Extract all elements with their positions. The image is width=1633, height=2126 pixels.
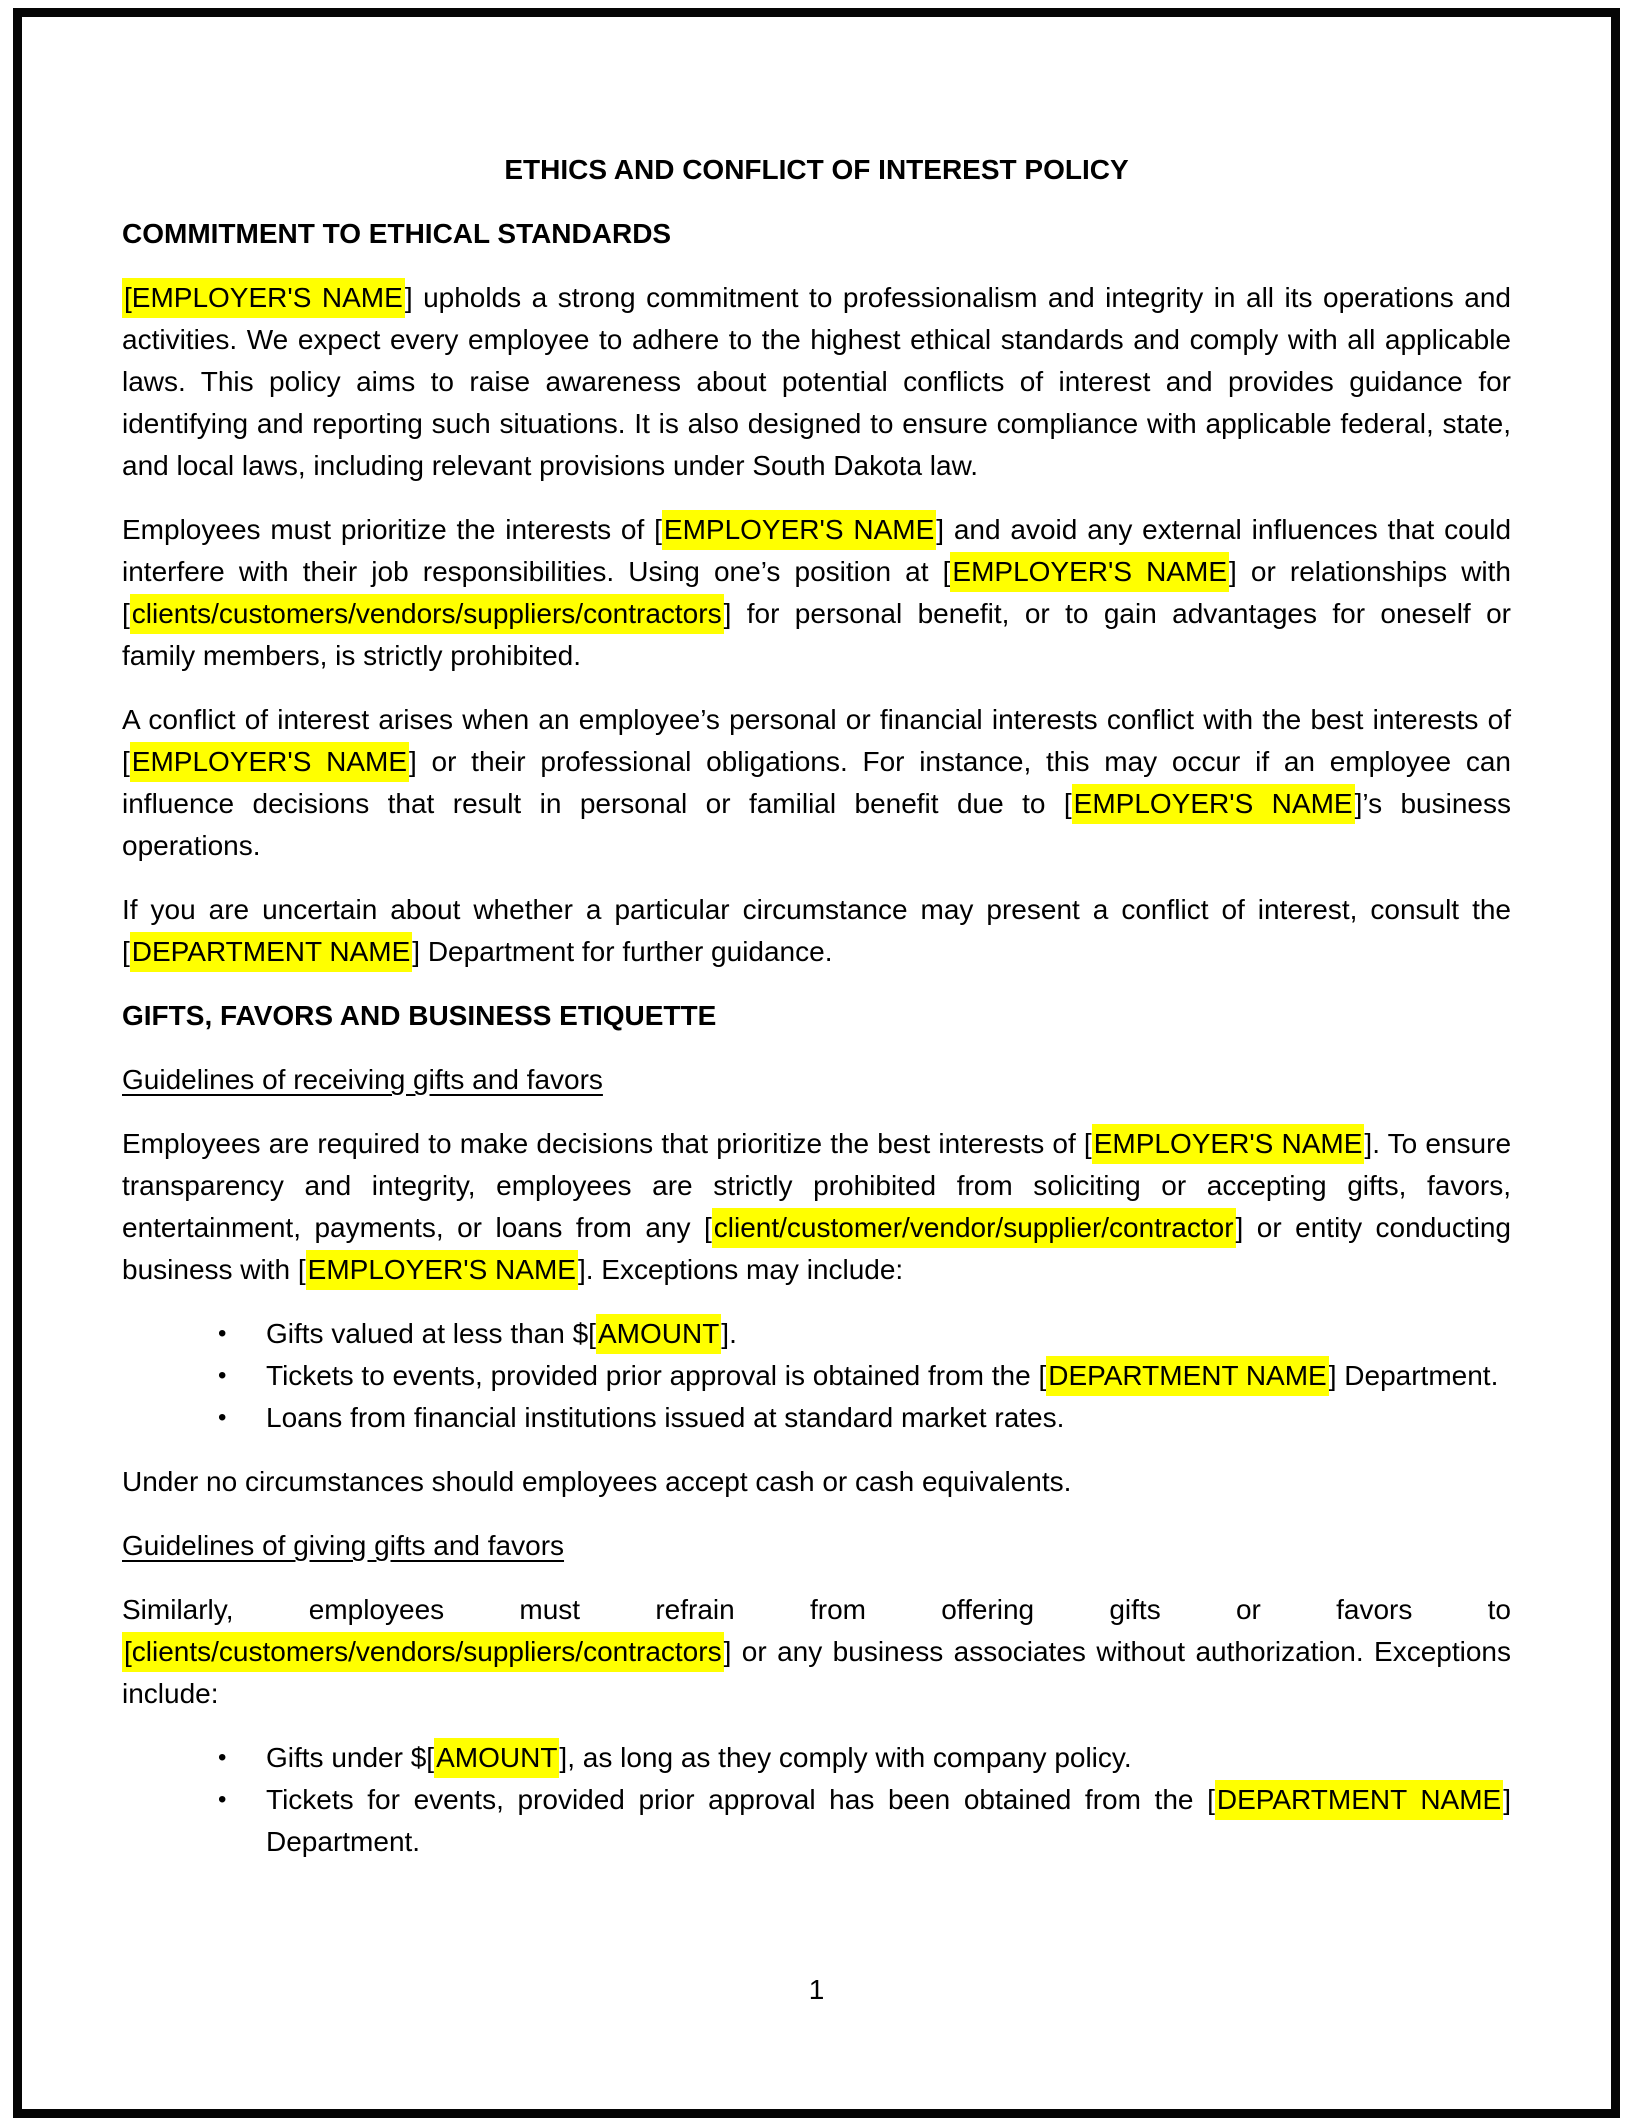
bullet-item <box>122 1779 1511 1863</box>
bullet-text <box>266 1737 1511 1779</box>
paragraph <box>122 1123 1511 1291</box>
text-run: Gifts under $[ <box>266 1742 435 1773</box>
bullet-text <box>266 1397 1511 1439</box>
bullet-marker-icon: • <box>218 1744 227 1771</box>
document-title: ETHICS AND CONFLICT OF INTEREST POLICY <box>504 154 1129 185</box>
highlighted-placeholder: [clients/customers/vendors/suppliers/contractors <box>122 1632 724 1672</box>
text-run: Tickets to events, provided prior approval is obtained from the [ <box>266 1360 1047 1391</box>
bullet-item <box>122 1313 1511 1355</box>
paragraph <box>122 1589 1511 1715</box>
text-run: ] upholds a strong commitment to professionalism and integrity in all its operations and activities. We expect every employee to adhere to the highest ethical standards and comply with all applicable laws. This policy aims to raise awareness about potential conflicts of interest and provides guidance for identifying and reporting such situations. It is also designed to ensure compliance with applicable federal, state, and local laws, including relevant provisions under South Dakota law. <box>122 282 1511 481</box>
paragraph <box>122 889 1511 973</box>
text-run: Tickets for events, provided prior approval has been obtained from the [ <box>266 1784 1215 1815</box>
highlighted-placeholder: DEPARTMENT NAME <box>130 932 412 972</box>
text-run: GIFTS, FAVORS AND BUSINESS ETIQUETTE <box>122 1000 717 1031</box>
bullet-item <box>122 1737 1511 1779</box>
paragraph <box>122 509 1511 677</box>
bullet-text <box>266 1355 1511 1397</box>
bullet-marker-icon: • <box>218 1320 227 1347</box>
subheading <box>122 1525 1511 1567</box>
bullet-marker-icon: • <box>218 1404 227 1431</box>
text-run: ]. <box>721 1318 737 1349</box>
text-run: ] or relationships with [ <box>122 556 1512 629</box>
highlighted-placeholder: clients/customers/vendors/suppliers/contractors <box>130 594 724 634</box>
text-run: ] for personal benefit, or to gain advantages for oneself or family members, is strictly prohibited. <box>122 598 1511 671</box>
heading <box>122 995 1511 1037</box>
text-run: Guidelines of giving gifts and favors <box>122 1530 565 1561</box>
highlighted-placeholder: EMPLOYER'S NAME <box>306 1250 578 1290</box>
text-run: ] or any business associates without authorization. Exceptions include: <box>122 1636 1511 1709</box>
document-body <box>122 213 1511 1863</box>
text-run: ]. To ensure transparency and integrity, employees are strictly prohibited from soliciting or accepting gifts, favors, entertainment, payments, or loans from any [ <box>122 1128 1512 1243</box>
text-run: COMMITMENT TO ETHICAL STANDARDS <box>122 218 672 249</box>
highlighted-placeholder: EMPLOYER'S NAME <box>1092 1124 1365 1164</box>
bullet-list <box>122 1737 1511 1863</box>
text-run: Gifts valued at less than $[ <box>266 1318 596 1349</box>
text-run: ]’s business operations. <box>122 788 1511 861</box>
text-run: Loans from financial institutions issued at standard market rates. <box>266 1402 1065 1433</box>
text-run: Employees are required to make decisions that prioritize the best interests of [ <box>122 1128 1092 1159</box>
text-run: If you are uncertain about whether a particular circumstance may present a conflict of interest, consult the [ <box>122 894 1511 967</box>
highlighted-placeholder: client/customer/vendor/supplier/contractor <box>712 1208 1236 1248</box>
highlighted-placeholder: DEPARTMENT NAME <box>1046 1356 1328 1396</box>
paragraph <box>122 699 1511 867</box>
highlighted-placeholder: AMOUNT <box>434 1738 559 1778</box>
text-run: ]. Exceptions may include: <box>577 1254 904 1285</box>
text-run: ] Department for further guidance. <box>412 936 833 967</box>
text-run: ] or entity conducting business with [ <box>122 1212 1511 1285</box>
text-run: Guidelines of receiving gifts and favors <box>122 1064 603 1095</box>
heading <box>122 213 1511 255</box>
bullet-list <box>122 1313 1511 1439</box>
text-run: ] and avoid any external influences that could interfere with their job responsibilities. Using one’s position at [ <box>122 514 1512 587</box>
text-run: Employees must prioritize the interests of [ <box>122 514 662 545</box>
page-number: 1 <box>808 1974 825 2005</box>
page-border <box>13 8 1620 2118</box>
text-run: ], as long as they comply with company policy. <box>559 1742 1132 1773</box>
highlighted-placeholder: AMOUNT <box>596 1314 721 1354</box>
page-content <box>22 17 1611 1885</box>
text-run: Similarly, employees must refrain from offering gifts or favors to <box>122 1594 1511 1625</box>
bullet-marker-icon: • <box>218 1786 227 1813</box>
highlighted-placeholder: DEPARTMENT NAME <box>1215 1780 1503 1820</box>
bullet-text <box>266 1313 1511 1355</box>
highlighted-placeholder: EMPLOYER'S NAME <box>1072 784 1355 824</box>
text-run: A conflict of interest arises when an employee’s personal or financial interests conflict with the best interests of [ <box>122 704 1511 777</box>
highlighted-placeholder: EMPLOYER'S NAME <box>950 552 1229 592</box>
text-run: ] Department. <box>266 1784 1512 1857</box>
subheading <box>122 1059 1511 1101</box>
text-run: ] Department. <box>1328 1360 1499 1391</box>
text-run: ] or their professional obligations. For instance, this may occur if an employee can influence decisions that result in personal or familial benefit due to [ <box>122 746 1512 819</box>
bullet-text <box>266 1779 1511 1863</box>
bullet-item <box>122 1397 1511 1439</box>
highlighted-placeholder: EMPLOYER'S NAME <box>130 742 409 782</box>
bullet-marker-icon: • <box>218 1362 227 1389</box>
paragraph <box>122 277 1511 487</box>
paragraph <box>122 1461 1511 1503</box>
highlighted-placeholder: EMPLOYER'S NAME <box>662 510 936 550</box>
bullet-item <box>122 1355 1511 1397</box>
highlighted-placeholder: [EMPLOYER'S NAME <box>122 278 405 318</box>
text-run: Under no circumstances should employees accept cash or cash equivalents. <box>122 1466 1072 1497</box>
